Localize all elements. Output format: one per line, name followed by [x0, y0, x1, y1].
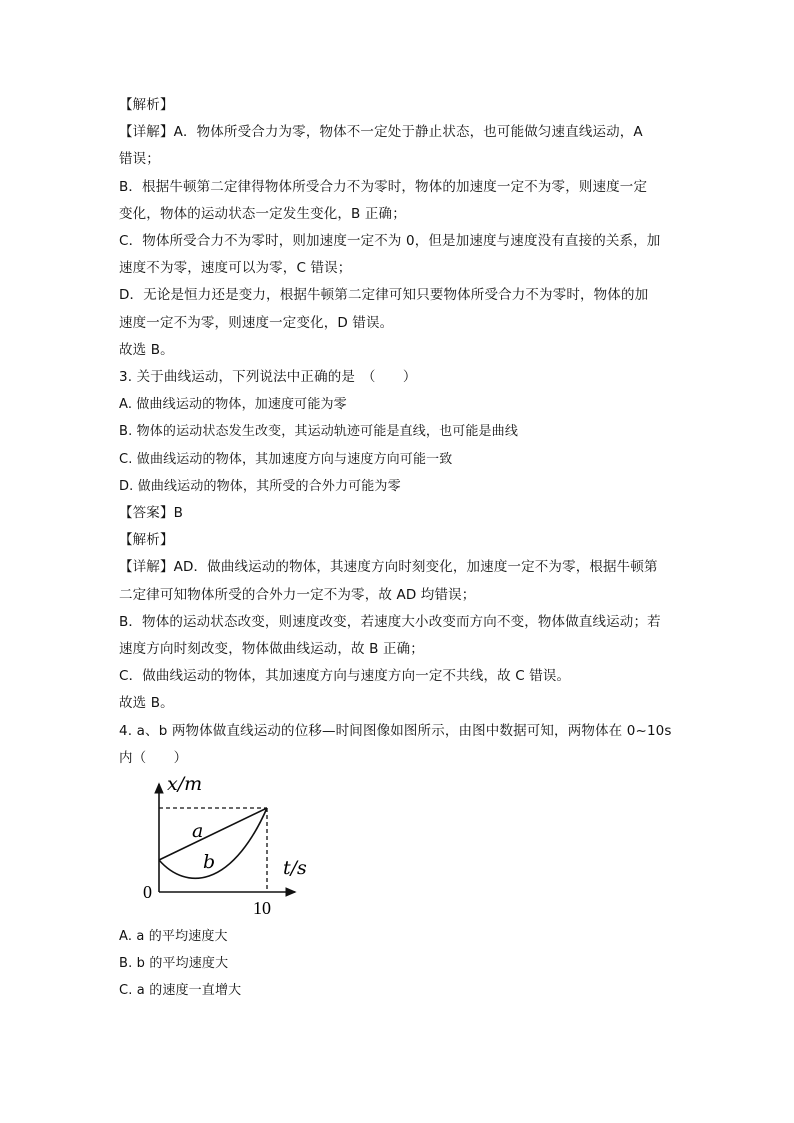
q3-analysis-heading: 【解析】: [119, 532, 174, 549]
q2-analysis-line: C．物体所受合力不为零时，则加速度一定不为 0，但是加速度与速度没有直接的关系，加: [119, 233, 661, 250]
x-t-graph-figure: [129, 776, 309, 921]
q3-analysis-line: 二定律可知物体所受的合外力一定不为零，故 AD 均错误；: [119, 586, 476, 603]
q3-answer: 【答案】B: [119, 505, 184, 522]
q2-analysis-line: 速度一定不为零，则速度一定变化，D 错误。: [119, 314, 394, 331]
q2-analysis-line: D．无论是恒力还是变力，根据牛顿第二定律可知只要物体所受合力不为零时，物体的加: [119, 287, 649, 304]
x-tick-10: 10: [253, 898, 271, 919]
q2-analysis-line: 变化，物体的运动状态一定发生变化，B 正确；: [119, 205, 406, 222]
curve-a-label: a: [192, 820, 204, 843]
q4-option-a: A. a 的平均速度大: [119, 929, 228, 945]
q3-analysis-line: 【详解】AD．做曲线运动的物体，其速度方向时刻变化，加速度一定不为零，根据牛顿第: [119, 559, 658, 576]
q3-analysis-line: C．做曲线运动的物体，其加速度方向与速度方向一定不共线，故 C 错误。: [119, 668, 571, 685]
document-page: [119, 92, 679, 1005]
q4-stem-line2: 内（ ）: [119, 749, 188, 766]
q3-option-c: C. 做曲线运动的物体，其加速度方向与速度方向可能一致: [119, 451, 453, 467]
q4-option-c: C. a 的速度一直增大: [119, 983, 242, 999]
x-t-graph: [129, 776, 309, 921]
q4-option-b: B. b 的平均速度大: [119, 956, 229, 972]
q2-analysis-line: B．根据牛顿第二定律得物体所受合力不为零时，物体的加速度一定不为零，则速度一定: [119, 178, 648, 195]
x-axis-label: t/s: [283, 857, 307, 880]
y-axis-label: x/m: [167, 776, 203, 796]
q3-analysis-line: 故选 B。: [119, 695, 174, 712]
q2-analysis-line: 错误；: [119, 151, 160, 168]
origin-label: 0: [143, 882, 152, 903]
q3-stem: 3. 关于曲线运动，下列说法中正确的是 （ ）: [119, 369, 417, 386]
q2-analysis-line: 故选 B。: [119, 341, 174, 358]
q3-option-d: D. 做曲线运动的物体，其所受的合外力可能为零: [119, 478, 401, 494]
q4-stem-line1: 4. a、b 两物体做直线运动的位移—时间图像如图所示，由图中数据可知，两物体在 0~10s: [119, 722, 672, 739]
q2-analysis-line: 【详解】A．物体所受合力为零，物体不一定处于静止状态，也可能做匀速直线运动，A: [119, 124, 643, 141]
q3-analysis-line: B．物体的运动状态改变，则速度改变，若速度大小改变而方向不变，物体做直线运动；若: [119, 613, 661, 630]
q2-analysis-line: 速度不为零，速度可以为零，C 错误；: [119, 260, 352, 277]
q3-analysis-line: 速度方向时刻改变，物体做曲线运动，故 B 正确；: [119, 641, 424, 658]
q2-analysis-heading: 【解析】: [119, 97, 174, 113]
q3-option-a: A. 做曲线运动的物体，加速度可能为零: [119, 397, 347, 413]
q3-option-b: B. 物体的运动状态发生改变，其运动轨迹可能是直线，也可能是曲线: [119, 424, 518, 440]
curve-b-label: b: [203, 851, 216, 874]
